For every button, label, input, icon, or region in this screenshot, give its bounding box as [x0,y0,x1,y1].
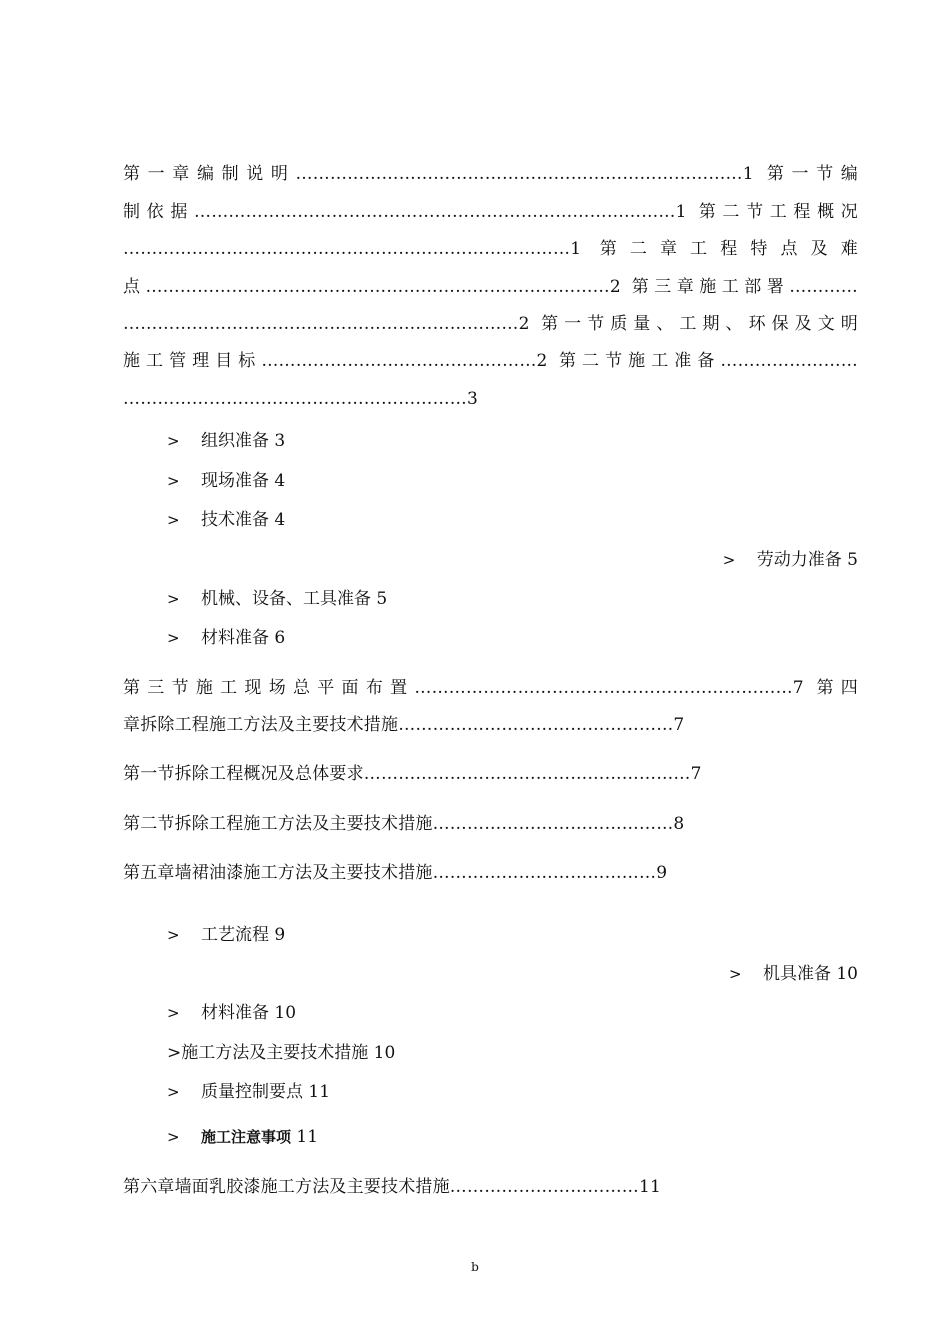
toc-line: 施工管理目标…………………………………………2 第二节施工准备…………………… [123,351,858,371]
toc-line: ……………………………………………………………………1 第二章工程特点及难 [123,239,858,259]
toc-bullet-item-right [729,963,858,985]
bullet-text: 材料准备 10 [201,1003,297,1023]
toc-bullet-item [167,509,285,531]
bullet-text: 机具准备 10 [762,964,858,984]
bullet-text: 材料准备 6 [201,628,286,648]
bullet-text: 工艺流程 9 [201,925,286,945]
bullet-marker: > [722,551,736,569]
toc-line: 第五章墙裙油漆施工方法及主要技术措施…………………………………9 [123,863,668,883]
bullet-text: 质量控制要点 11 [201,1082,331,1102]
toc-bullet-item [167,1002,296,1024]
toc-line: 点………………………………………………………………………2 第三章施工部署………… [123,277,858,297]
toc-line: 制依据…………………………………………………………………………1 第二节工程概况 [123,202,858,222]
toc-line: 第二节拆除工程施工方法及主要技术措施……………………………………8 [123,814,685,834]
bullet-text-bold: 施工注意事项 [201,1128,292,1146]
bullet-marker: > [167,511,180,529]
bullet-marker: > [167,472,180,490]
toc-line: ……………………………………………………3 [123,389,479,409]
toc-bullet-item [167,588,387,610]
toc-bullet-item [167,1126,318,1148]
toc-line: 第六章墙面乳胶漆施工方法及主要技术措施……………………………11 [123,1177,662,1197]
toc-bullet-item [167,924,285,946]
toc-line: ……………………………………………………………2 第一节质量、工期、环保及文明 [123,314,858,334]
toc-line-inline-marker: >施工方法及主要技术措施 10 [167,1043,396,1063]
bullet-marker: > [167,1083,180,1101]
toc-line: 第一节拆除工程概况及总体要求…………………………………………………7 [123,764,702,784]
bullet-text: 劳动力准备 5 [756,550,858,570]
bullet-marker: > [167,926,180,944]
toc-line: 第三节施工现场总平面布置…………………………………………………………7 第四 [123,678,858,698]
bullet-marker: > [728,965,742,983]
bullet-text: 技术准备 4 [201,510,286,530]
bullet-text: 组织准备 3 [201,431,286,451]
bullet-text: 现场准备 4 [201,471,286,491]
toc-bullet-item [167,470,285,492]
page-number: b [471,1260,479,1274]
toc-bullet-item [167,1081,330,1103]
bullet-marker: > [167,432,180,450]
bullet-marker: > [167,1004,180,1022]
toc-line: 第一章编制说明……………………………………………………………………1 第一节编 [123,164,858,184]
bullet-marker: > [167,590,180,608]
toc-line: 章拆除工程施工方法及主要技术措施…………………………………………7 [123,715,685,735]
toc-bullet-item-right [723,549,858,571]
toc-bullet-item [167,627,285,649]
bullet-marker: > [167,629,180,647]
bullet-page-number: 11 [291,1127,319,1147]
toc-bullet-item [167,430,285,452]
bullet-text: 机械、设备、工具准备 5 [201,589,388,609]
bullet-marker: > [167,1128,180,1146]
